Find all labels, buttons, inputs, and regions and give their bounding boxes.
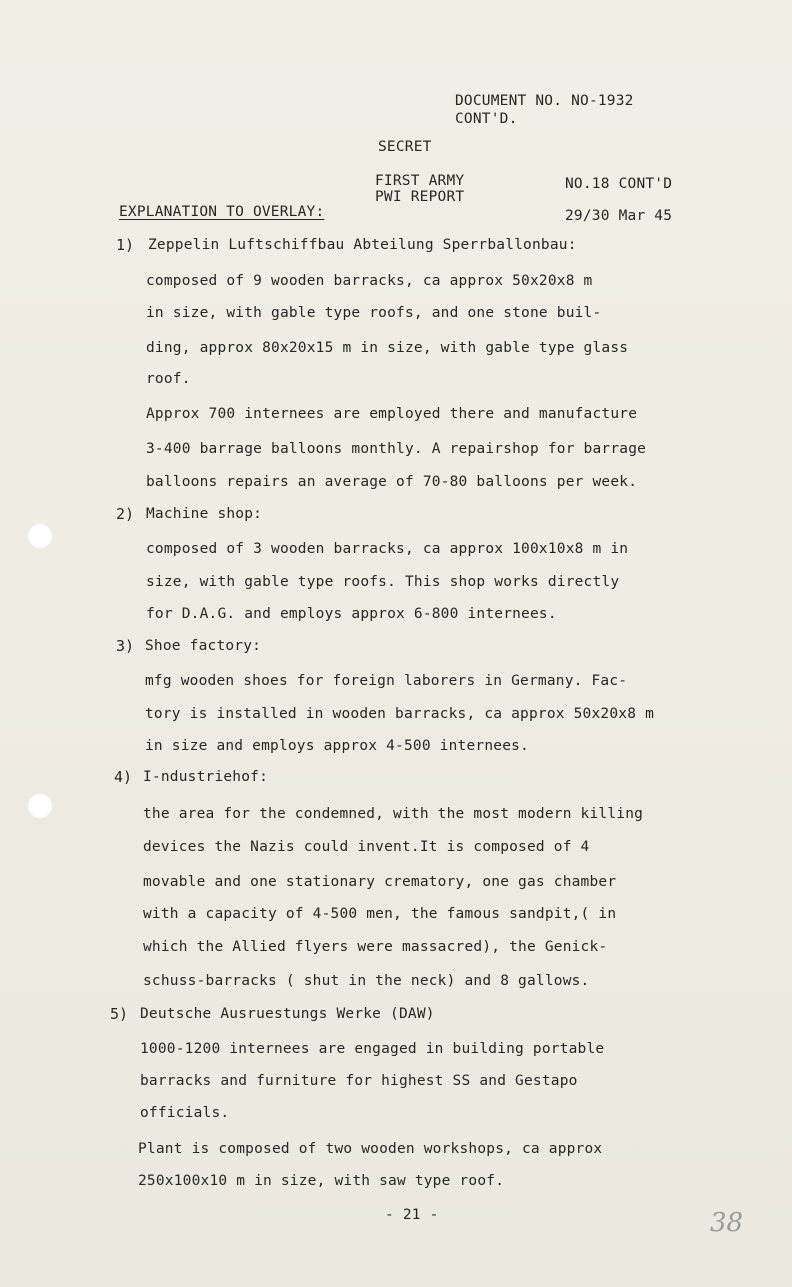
item-line: size, with gable type roofs. This shop works directly [146, 574, 620, 590]
item-title: Zeppelin Luftschiffbau Abteilung Sperrballonbau: [148, 237, 577, 253]
report-date: 29/30 Mar 45 [565, 208, 673, 224]
item-line: mfg wooden shoes for foreign laborers in Germany. Fac- [145, 673, 628, 689]
item-line: officials. [140, 1105, 230, 1121]
item-title: I-ndustriehof: [143, 769, 269, 785]
item-number: 4) [114, 768, 133, 786]
item-number: 3) [116, 637, 135, 655]
army-line-1: FIRST ARMY [375, 173, 465, 189]
item-number: 5) [110, 1005, 129, 1023]
continued-label: CONT'D. [455, 111, 518, 127]
item-number: 1) [116, 236, 135, 254]
section-heading: EXPLANATION TO OVERLAY: [119, 204, 325, 220]
punch-hole [27, 793, 53, 819]
army-line-2: PWI REPORT [375, 189, 465, 205]
report-number: NO.18 CONT'D [565, 176, 673, 192]
item-line: for D.A.G. and employs approx 6-800 internees. [146, 606, 557, 622]
item-line: the area for the condemned, with the most modern killing [143, 806, 644, 822]
item-line: in size, with gable type roofs, and one stone buil- [146, 305, 602, 321]
page-number: - 21 - [385, 1207, 439, 1223]
item-line: 1000-1200 internees are engaged in building portable [140, 1041, 605, 1057]
item-line: which the Allied flyers were massacred), the Genick- [143, 939, 608, 955]
item-title: Machine shop: [146, 506, 263, 522]
item-line: Approx 700 internees are employed there and manufacture [146, 406, 638, 422]
document-number: DOCUMENT NO. NO-1932 [455, 93, 634, 109]
item-title: Deutsche Ausruestungs Werke (DAW) [140, 1006, 435, 1022]
item-line: movable and one stationary crematory, one gas chamber [143, 874, 617, 890]
item-line: tory is installed in wooden barracks, ca approx 50x20x8 m [145, 706, 654, 722]
item-line: 250x100x10 m in size, with saw type roof. [138, 1173, 505, 1189]
item-number: 2) [116, 505, 135, 523]
item-line: composed of 3 wooden barracks, ca approx 100x10x8 m in [146, 541, 629, 557]
item-line: Plant is composed of two wooden workshops, ca approx [138, 1141, 603, 1157]
punch-hole [27, 523, 53, 549]
item-line: with a capacity of 4-500 men, the famous sandpit,( in [143, 906, 617, 922]
item-line: schuss-barracks ( shut in the neck) and 8 gallows. [143, 973, 590, 989]
item-line: barracks and furniture for highest SS and Gestapo [140, 1073, 578, 1089]
item-line: ding, approx 80x20x15 m in size, with gable type glass [146, 340, 629, 356]
item-line: balloons repairs an average of 70-80 balloons per week. [146, 474, 638, 490]
classification: SECRET [378, 139, 432, 155]
item-line: 3-400 barrage balloons monthly. A repairshop for barrage [146, 441, 647, 457]
item-line: devices the Nazis could invent.It is composed of 4 [143, 839, 590, 855]
item-line: roof. [146, 371, 191, 387]
item-line: composed of 9 wooden barracks, ca approx 50x20x8 m [146, 273, 593, 289]
handwritten-page-number: 38 [710, 1208, 744, 1238]
item-line: in size and employs approx 4-500 internees. [145, 738, 529, 754]
item-title: Shoe factory: [145, 638, 262, 654]
